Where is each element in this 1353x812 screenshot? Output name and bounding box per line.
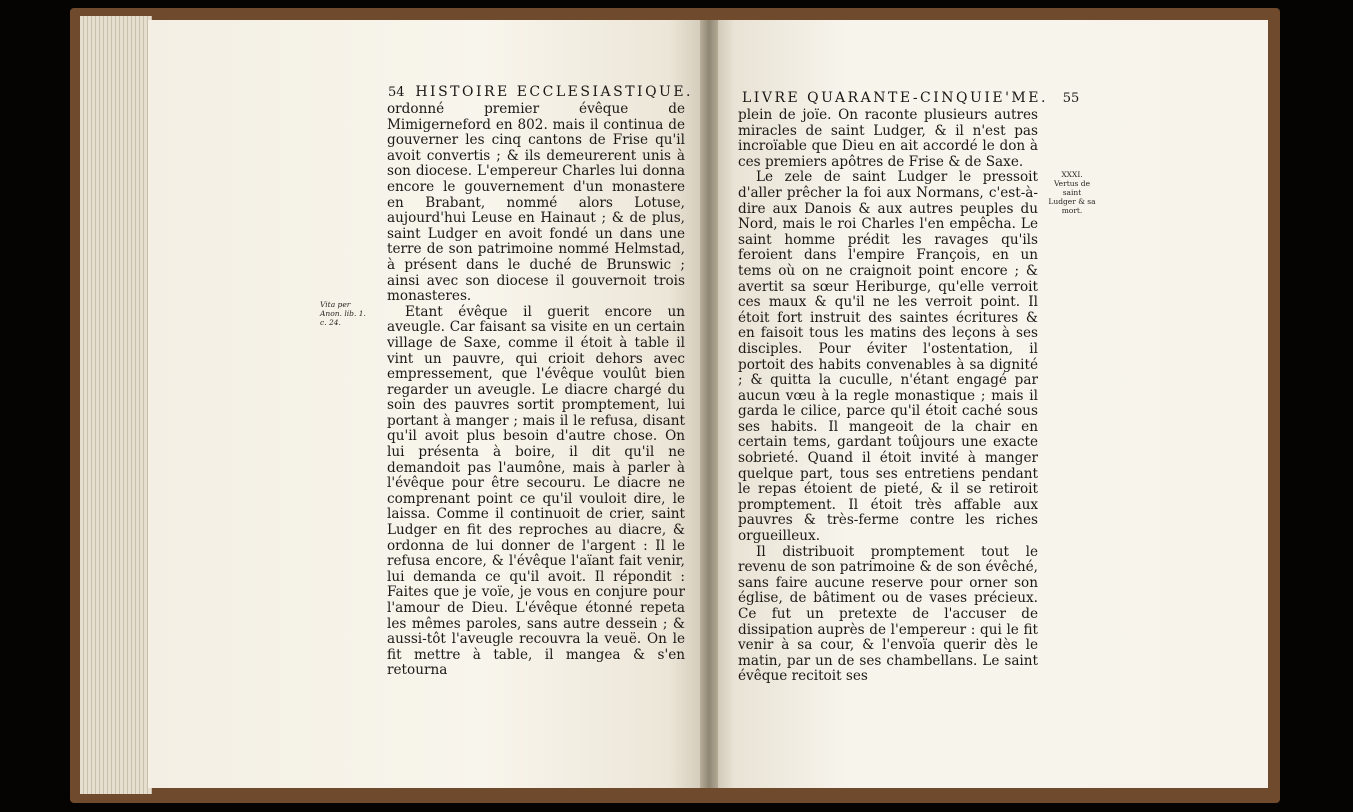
right-header [742, 88, 1085, 106]
left-paragraph-1: ordonné premier évêque de Mimigerneford en 802. mais il continua de gouverner les cinq cantons de Frise qu'il avoit convertis ; & ils demeurerent unis à son diocese. L'empereur Charles lui donna encore le gouvernement d'un monastere en Brabant, nommé alors Lotuse, aujourd'hui Leuse en Hainaut ; & de plus, saint Ludger en avoit fondé un dans une terre de son patrimoine nommé Helmstad, à présent dans le duché de Brunswic ; ainsi avec son diocese il gouvernoit trois monasteres. [387, 101, 685, 305]
right-paragraph-3: Il distribuoit promptement tout le revenu de son patrimoine & de son évêché, sans faire aucune reserve pour orner son église, de bâtiment ou de vases précieux. Ce fut un pretexte de l'accuser de dissipation auprès de l'empereur : qui le fit venir à sa cour, & l'envoïa querir dès le matin, par un de ses chambellans. Le saint évêque recitoit ses [738, 543, 1038, 685]
right-margin-note [1048, 170, 1096, 215]
left-paragraph-2: Etant évêque il guerit encore un aveugle. Car faisant sa visite en un certain village de Saxe, comme il étoit à table il vint un pauvre, qui crioit dehors avec empressement, que l'évêque voulût bien regarder un aveugle. Le diacre chargé du soin des pauvres sortit promptement, lui portant à manger ; mais il le refusa, disant qu'il avoit plus besoin d'autre chose. On lui présenta à boire, il dit qu'il ne demandoit pas l'aumône, mais à parler à l'évêque pour être secouru. Le diacre ne comprenant point ce qu'il vouloit dire, le laissa. Comme il continuoit de crier, saint Ludger en fit des reproches au diacre, & ordonna de lui donner de l'argent : Il le refusa encore, & l'évêque l'aïant fait venir, lui demanda ce qu'il avoit. Il répondit : Faites que je voïe, je vous en conjure pour l'amour de Dieu. L'évêque étonné repeta les mêmes paroles, sans autre dessein ; & aussi-tôt l'aveugle recouvra la veuë. On le fit mettre à table, il mangea & s'en retourna [387, 303, 685, 679]
right-paragraph-2: Le zele de saint Ludger le pressoit d'aller prêcher la foi aux Normans, c'est-à-dire aux Danois & aux autres peuples du Nord, mais le roi Charles l'en empêcha. Le saint homme prédit les ravages qu'ils feroient dans l'empire François, en un tems où on ne craignoit point encore ; & avertit sa sœur Heriburge, qu'elle verroit ces maux & qu'il ne les verroit point. Il étoit fort instruit des saintes écritures & en faisoit tous les matins des leçons à ses disciples. Pour éviter l'ostentation, il portoit des habits convenables à sa dignité ; & quitta la cuculle, n'étant engagé par aucun vœu à la regle monastique ; mais il garda le cilice, parce qu'il étoit caché sous ses habits. Il mangeoit de la chair en certain tems, gardant toûjours une exacte sobrieté. Quand il étoit invité à manger quelque part, tous ses entretiens pendant le repas étoient de pieté, & il se retiroit promptement. Il étoit très affable aux pauvres & très-ferme contre les riches orgueilleux. [738, 169, 1038, 545]
right-paragraph-1: plein de joïe. On raconte plusieurs autres miracles de saint Ludger, & il n'est pas incroïable que Dieu en ait accordé le don à ces premiers apôtres de Frise & de Saxe. [738, 107, 1038, 170]
right-margin-note-text: Vertus de saint Ludger & sa mort. [1048, 179, 1096, 215]
right-page-number: 55 [1062, 91, 1080, 106]
left-page [148, 20, 708, 788]
left-running-title: HISTOIRE ECCLESIASTIQUE. [415, 84, 694, 100]
right-margin-note-number: XXXI. [1061, 170, 1083, 179]
page-edges [80, 16, 152, 794]
right-body-text [738, 108, 1038, 685]
left-margin-note: Vita per Anon. lib. 1. c. 24. [320, 300, 366, 327]
right-page [706, 20, 1268, 788]
left-header [388, 82, 693, 100]
book-gutter [700, 20, 718, 788]
left-page-number: 54 [388, 85, 405, 100]
right-running-title: LIVRE QUARANTE-CINQUIE'ME. [742, 90, 1048, 106]
left-body-text [387, 102, 685, 679]
